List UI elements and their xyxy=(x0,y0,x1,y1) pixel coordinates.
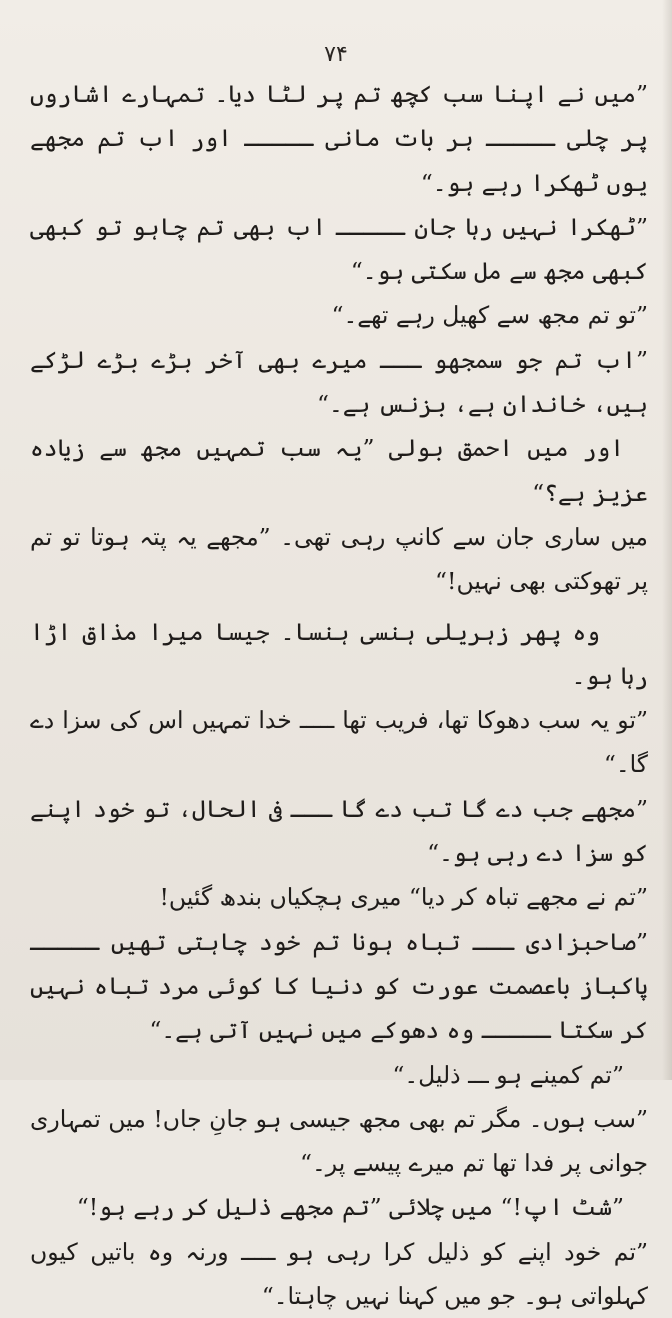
body-text xyxy=(30,72,648,1318)
paragraph: ”میں نے اپنا سب کچھ تم پر لٹا دیا۔ تمہارے اشاروں پر چلی ـــــ ہر بات مانی ـــــ اور اب تم مجھے یوں ٹھکرا رہے ہو۔“ xyxy=(30,80,648,197)
paragraph: ”تم کمینے ہو ـــ ذلیل۔“ xyxy=(392,1060,624,1089)
paragraph: وہ پھر زہریلی ہنسی ہنسا۔ جیسا میرا مذاق اڑا رہا ہو۔ xyxy=(30,617,648,690)
paragraph: ”ٹھکرا نہیں رہا جان ـــــ اب بھی تم چاہو تو کبھی کبھی مجھ سے مل سکتی ہو۔“ xyxy=(30,212,648,286)
paragraph: میں ساری جان سے کانپ رہی تھی۔ ”مجھے یہ پتہ ہوتا تو تم پر تھوکتی بھی نہیں!“ xyxy=(30,522,648,596)
page-edge-shadow xyxy=(662,0,672,1080)
paragraph: ”اب تم جو سمجھو ـــ میرے بھی آخر بڑے بڑے لڑکے ہیں، خاندان ہے، بزنس ہے۔“ xyxy=(30,345,648,419)
paragraph: ”تو یہ سب دھوکا تھا، فریب تھا ـــــ خدا تمہیں اس کی سزا دے گا۔“ xyxy=(30,706,648,779)
paragraph: ”صاحبزادی ـــ تباہ ہونا تم خود چاہتی تھیں ـــــ پاکباز باعصمت عورت کو دنیا کا کوئی مرد تباہ نہیں کر سکتا ـــــ وہ دھوکے میں نہیں آتی ہے۔“ xyxy=(30,927,648,1045)
paragraph: ”سب ہوں۔ مگر تم بھی مجھ جیسی ہو جانِ جاں! میں تمہاری جوانی پر فدا تھا تم میرے پیسے پر۔“ xyxy=(30,1104,648,1178)
paragraph: ”مجھے جب دے گا تب دے گا ـــ فی الحال، تو خود اپنے کو سزا دے رہی ہو۔“ xyxy=(30,794,648,868)
page-number: ۷۴ xyxy=(324,42,348,67)
paragraph: ”تم نے مجھے تباہ کر دیا“ میری ہچکیاں بندھ گئیں! xyxy=(159,883,648,912)
paragraph: ”تو تم مجھ سے کھیل رہے تھے۔“ xyxy=(331,301,648,330)
paragraph: ”شٹ اپ!“ میں چلائی ”تم مجھے ذلیل کر رہے ہو!“ xyxy=(76,1193,624,1222)
paragraph: ”تم خود اپنے کو ذلیل کرا رہی ہو ـــــ ورنہ وہ باتیں کیوں کہلواتی ہو۔ جو میں کہنا نہیں چاہتا۔“ xyxy=(30,1237,648,1311)
paragraph: اور میں احمق بولی ”یہ سب تمہیں مجھ سے زیادہ عزیز ہے؟“ xyxy=(30,434,648,507)
